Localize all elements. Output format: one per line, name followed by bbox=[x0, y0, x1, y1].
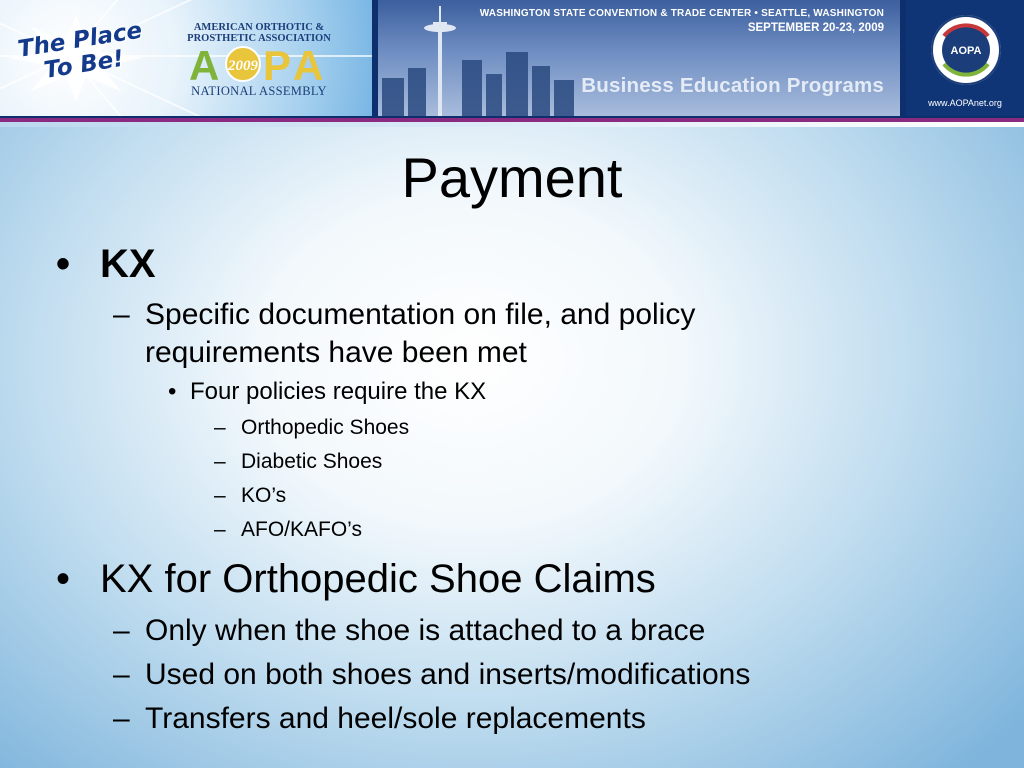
svg-text:A: A bbox=[293, 44, 324, 84]
bullet-text: KX bbox=[100, 242, 156, 286]
org-name: AMERICAN ORTHOTIC & PROSTHETIC ASSOCIATION bbox=[187, 22, 331, 44]
bullet-marker: – bbox=[113, 614, 130, 647]
bullet-marker: • bbox=[56, 557, 71, 601]
slide-title: Payment bbox=[401, 146, 623, 209]
bullet-text: Only when the shoe is attached to a brace bbox=[145, 614, 706, 647]
bullet-marker: – bbox=[214, 450, 226, 473]
bullet-text: Orthopedic Shoes bbox=[241, 416, 410, 439]
bullet-marker: • bbox=[56, 242, 71, 286]
bullet-marker: – bbox=[113, 658, 130, 691]
seal-text: AOPA bbox=[950, 45, 982, 57]
bullet-marker: – bbox=[113, 702, 130, 735]
bullet-text: Four policies require the KX bbox=[190, 378, 487, 405]
venue-text: WASHINGTON STATE CONVENTION & TRADE CENTER • SEATTLE, WASHINGTON bbox=[479, 8, 884, 19]
bullet-marker: • bbox=[168, 378, 177, 405]
bullet-marker: – bbox=[214, 518, 226, 541]
event-dates: SEPTEMBER 20-23, 2009 bbox=[747, 22, 884, 34]
bullet-text: KX for Orthopedic Shoe Claims bbox=[100, 557, 656, 601]
bullet-marker: – bbox=[113, 298, 130, 331]
tagline: The Place To Be! bbox=[16, 17, 144, 84]
bullet-text: AFO/KAFO’s bbox=[241, 518, 362, 541]
svg-text:A: A bbox=[189, 44, 220, 84]
bullet-marker: – bbox=[214, 484, 226, 507]
program-title: Business Education Programs bbox=[581, 74, 884, 97]
logo-year: 2009 bbox=[228, 58, 258, 74]
org-event: NATIONAL ASSEMBLY bbox=[191, 84, 327, 98]
bullet-text: requirements have been met bbox=[145, 336, 527, 369]
bullet-text: Used on both shoes and inserts/modifications bbox=[145, 658, 751, 691]
svg-text:P: P bbox=[263, 44, 292, 84]
bullet-text: Transfers and heel/sole replacements bbox=[145, 702, 646, 735]
bullet-marker: – bbox=[214, 416, 226, 439]
bullet-text: Specific documentation on file, and policy bbox=[145, 298, 696, 331]
website-text: www.AOPAnet.org bbox=[928, 98, 1002, 108]
bullet-text: Diabetic Shoes bbox=[241, 450, 383, 473]
bullet-text: KO’s bbox=[241, 484, 287, 507]
